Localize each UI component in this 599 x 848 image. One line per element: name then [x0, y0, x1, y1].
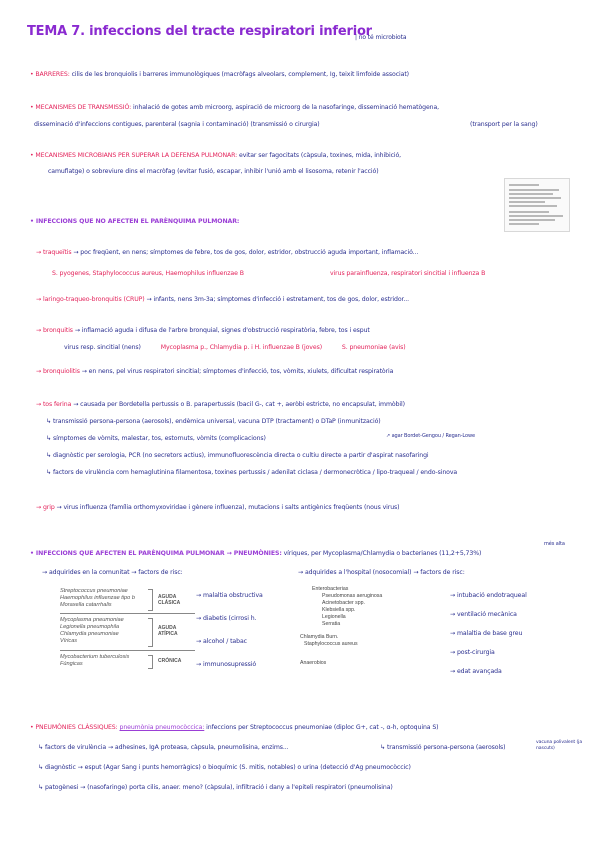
- brace-2: [148, 618, 153, 647]
- hospital-risk-4: → post-cirurgia: [450, 649, 495, 656]
- tosferina-text: → causada per Bordetella pertussis o B. parapertussis (bacil G-, cat +, aeròbi estricte, no encapsulat, immòbil): [73, 401, 405, 408]
- bronquitis-cause-2: S. pneumoniae (avis): [341, 344, 406, 351]
- tosferina-label: → tos ferina: [36, 401, 72, 408]
- hospital-label: → adquirides a l'hospital (nosocomial) → factors de risc:: [298, 569, 465, 576]
- classiques-l4: ↳ patogènesi → (nasofaringe) porta cilis, anaer. meno? (càpsula), infiltració i dany a l'epiteli respiratori (pneumolisina): [38, 784, 393, 791]
- hospital-extra: [300, 634, 358, 667]
- superar-text: evitar ser fagocitats (càpsula, toxines, mida, inhibició,: [239, 152, 402, 159]
- page-title: TEMA 7. infeccions del tracte respiratori inferior: [27, 24, 372, 39]
- transmissio-line-2: disseminació d'infeccions contigues, parenteral (sagnia i contaminació) (transmissió o cirurgia): [34, 121, 320, 128]
- hospital-extra-3: Anaerobios: [300, 660, 327, 666]
- barreres-text: cilis de les bronquiolis i barreres immunològiques (macròfags alveolars, complement, Ig, teixit limfoide associat): [71, 71, 409, 78]
- germ-3: Moraxella catarrhalis: [60, 602, 112, 608]
- comunitat-risk-4: → immunosupressió: [196, 661, 257, 668]
- classiques-sub: pneumònia pneumocòccica:: [119, 724, 205, 731]
- ltb-text: → infants, nens 3m-3a; símptomes d'infecció i estretament, tos de gos, dolor, estridor...: [146, 296, 410, 303]
- hospital-germ-2: Pseudomonas aeruginosa: [322, 593, 383, 599]
- hospital-germ-6: Serratia: [322, 621, 341, 627]
- hospital-germs: [312, 586, 382, 628]
- hospital-germ-4: Klebsiella spp.: [322, 607, 356, 613]
- hospital-risk-5: → edat avançada: [450, 668, 502, 675]
- traqueitis-cause-2: virus parainfluenza, respiratori sincitial i influenza B: [330, 270, 486, 277]
- superar-line-2: camuflatge) o sobreviure dins el macròfag (evitar fusió, escapar, inhibir l'unió amb el lisosoma, retenir l'acció): [48, 168, 379, 175]
- germ-2: Haemophilus influenzae tipo b: [60, 595, 135, 601]
- transmissio-line-1: [30, 104, 439, 112]
- germ-8: Mycobacterium tuberculosis: [60, 654, 130, 660]
- germ-6: Chlamydia pneumoniae: [60, 631, 119, 637]
- transmissio-note: (transport per la sang): [470, 121, 538, 128]
- classiques-l3: ↳ diagnòstic → esput (Agar Sang i punts hemorràgics) o bioquímic (S. mitis, notables) o urina (detecció d'Ag pneumocòccic): [38, 764, 411, 771]
- group-3-label: CRÓNICA: [158, 658, 182, 664]
- classiques-label: • PNEUMÒNIES CLÀSSIQUES:: [30, 724, 118, 731]
- brace-1: [148, 589, 153, 611]
- superar-line-1: [30, 152, 401, 160]
- ltb-label: → laringo-traqueo-bronquitis (CRUP): [36, 296, 145, 303]
- hospital-germ-5: Legionella: [322, 614, 346, 620]
- table-divider-2: [60, 650, 195, 651]
- tosferina-l2: ↳ transmissió persona-persona (aerosols), endèmica universal, vacuna DTP (tractament) o DTaP (inmunització): [46, 418, 381, 425]
- germ-7: Víricas: [60, 638, 78, 644]
- comunitat-risk-2: → diabetis (cirrosi h.: [196, 615, 257, 622]
- traqueitis-text: → poc freqüent, en nens; símptomes de febre, tos de gos, dolor, estridor, obstrucció aguda important, inflamació...: [73, 249, 419, 256]
- barreres-label: • BARRERES:: [30, 71, 70, 78]
- comunitat-risk-3: → alcohol / tabac: [196, 638, 247, 645]
- parenquima-line: [30, 550, 481, 558]
- bronquiolitis-line: [36, 368, 393, 376]
- superar-label: • MECANISMES MICROBIANS PER SUPERAR LA DEFENSA PULMONAR:: [30, 152, 238, 159]
- tosferina-line: [36, 401, 405, 409]
- group-1-label: AGUDA CLÁSICA: [158, 594, 181, 606]
- title-note: | no té microbiota: [355, 34, 407, 41]
- comunitat-group-3: [60, 654, 129, 668]
- parenquima-heading: • INFECCIONS QUE AFECTEN EL PARÈNQUIMA PULMONAR → PNEUMÒNIES:: [30, 550, 282, 557]
- parenquima-note: (11,2+5,73%): [439, 550, 482, 557]
- comunitat-group-1: [60, 588, 135, 609]
- hospital-risk-2: → ventilació mecànica: [450, 611, 517, 618]
- inset-screenshot: [504, 178, 570, 232]
- germ-1: Streptococcus pneumoniae: [60, 588, 128, 594]
- bronquiolitis-label: → bronquiolitis: [36, 368, 80, 375]
- hospital-germ-3: Acinetobacter spp.: [322, 600, 365, 606]
- classiques-line: [30, 724, 438, 732]
- grip-text: → virus influenza (família orthomyxoviridae i gènere influenza), mutacions i salts antigènics freqüents (nous virus): [56, 504, 400, 511]
- parenquima-note-2: més alta: [544, 541, 565, 547]
- bronquitis-cause: Mycoplasma p., Chlamydia p. i H. influenzae B (joves): [160, 344, 323, 351]
- tosferina-l3-note: ↗ agar Bordet-Gengou / Regan-Lowe: [386, 433, 475, 439]
- hospital-risk-1: → intubació endotraqueal: [450, 592, 527, 599]
- bronquiolitis-text: → en nens, pel virus respiratori sincitial; símptomes d'infecció, tos, vòmits, xiulets, dificultat respiratòria: [81, 368, 394, 375]
- classiques-l2-note: vacuna polivalent (ja nascuts): [536, 740, 583, 751]
- traqueitis-cause: S. pyogenes, Staphylococcus aureus, Haemophilus influenzae B: [52, 270, 244, 277]
- hospital-extra-1: Chlamydia Burn.: [300, 634, 339, 640]
- tosferina-l3: ↳ símptomes de vòmits, malestar, tos, estornuts, vòmits (complicacions): [46, 435, 266, 442]
- germ-4: Mycoplasma pneumoniae: [60, 617, 124, 623]
- comunitat-label: → adquirides en la comunitat → factors de risc:: [42, 569, 183, 576]
- traqueitis-label: → traqueïtis: [36, 249, 72, 256]
- germ-5: Legionella pneumophila: [60, 624, 120, 630]
- hospital-germ-1: Enterobacterias: [312, 586, 349, 592]
- tosferina-l5: ↳ factors de virulència com hemaglutinina filamentosa, toxines pertussis / adenilat ciclasa / dermonecròtica / lipo-traqueal / endo-sinova: [46, 469, 458, 476]
- ltb-line: [36, 296, 409, 304]
- bronquitis-label: → bronquitis: [36, 327, 73, 334]
- barreres-line: [30, 71, 409, 79]
- comunitat-group-2: [60, 617, 124, 645]
- table-divider-1: [60, 613, 195, 614]
- bronquitis-line: [36, 327, 370, 335]
- traqueitis-line: [36, 249, 418, 257]
- grip-line: [36, 504, 399, 512]
- no-parenquima-heading: • INFECCIONS QUE NO AFECTEN EL PARÈNQUIMA PULMONAR:: [30, 218, 240, 225]
- germ-9: Fúngicas: [60, 661, 83, 667]
- comunitat-risk-1: → malaltia obstructiva: [196, 592, 263, 599]
- parenquima-text: víriques, per Mycoplasma/Chlamydia o bacterianes: [283, 550, 438, 557]
- classiques-l2b: ↳ transmissió persona-persona (aerosols): [380, 744, 506, 751]
- grip-label: → grip: [36, 504, 55, 511]
- hospital-extra-2: Staphylococcus aureus: [304, 641, 358, 647]
- hospital-risk-3: → malaltia de base greu: [450, 630, 523, 637]
- bronquitis-text: → inflamació aguda i difusa de l'arbre bronquial, signes d'obstrucció respiratòria, febre, tos i esput: [74, 327, 370, 334]
- transmissio-text: inhalació de gotes amb microorg, aspiració de microorg de la nasofaringe, disseminació hematògena,: [132, 104, 440, 111]
- bronquitis-text-2: virus resp. sincitial (nens): [64, 344, 141, 351]
- tosferina-l4: ↳ diagnòstic per serologia, PCR (no secretors actius), immunofluorescència directa o cultiu directe a partir d'aspirat nasofaringi: [46, 452, 429, 459]
- transmissio-label: • MECANISMES DE TRANSMISSIÓ:: [30, 104, 132, 111]
- classiques-l2: ↳ factors de virulència → adhesines, IgA proteasa, càpsula, pneumolisina, enzims...: [38, 744, 289, 751]
- classiques-text: infeccions per Streptococcus pneumoniae (diploc G+, cat -, α-h, optoquina S): [206, 724, 439, 731]
- brace-3: [148, 655, 153, 669]
- bronquitis-line-2: [64, 344, 406, 352]
- group-2-label: AGUDA ATÍPICA: [158, 625, 178, 637]
